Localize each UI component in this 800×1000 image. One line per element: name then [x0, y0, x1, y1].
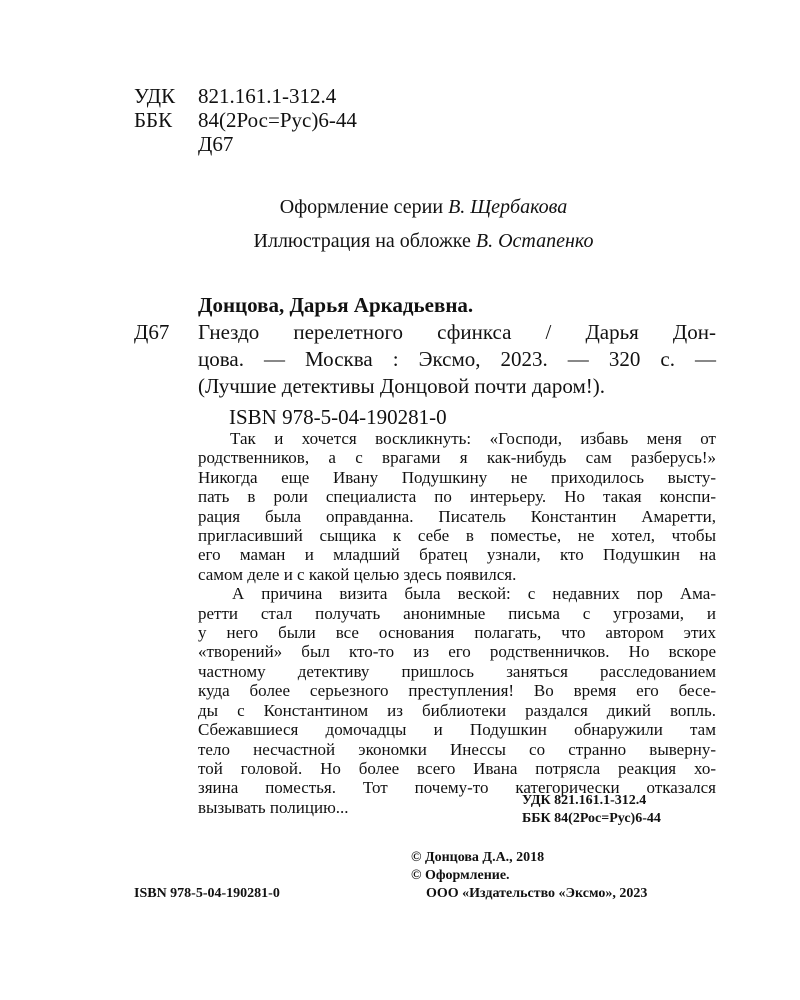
- annotation-line: Никогда еще Ивану Подушкину не приходилось высту-: [198, 467, 716, 487]
- bbk-label: ББК: [134, 108, 173, 132]
- cover-illustration-name: В. Остапенко: [475, 230, 594, 252]
- annotation-line: его маман и младший братец узнали, кто Подушкин на: [198, 545, 716, 565]
- bbk-value: 84(2Рос=Рус)6-44: [198, 108, 357, 132]
- author-mark-top: Д67: [198, 132, 234, 156]
- annotation-line: Сбежавшиеся домочадцы и Подушкин обнаружили там: [198, 720, 716, 740]
- annotation-line: Так и хочется воскликнуть: «Господи, избавь меня от: [230, 429, 716, 448]
- udk-value: 821.161.1-312.4: [198, 84, 337, 108]
- annotation-line: «творений» был кто-то из его родственничков. Но вскоре: [198, 642, 716, 662]
- isbn-line: ISBN 978-5-04-190281-0: [229, 405, 447, 429]
- description-line: цова. — Москва : Эксмо, 2023. — 320 с. —: [198, 347, 716, 371]
- annotation-line: тело несчастной экономки Инессы со странно выверну-: [198, 739, 716, 759]
- udk-label: УДК: [134, 84, 176, 108]
- annotation-line: вызывать полицию...: [198, 797, 349, 817]
- annotation-line: пать в роли специалиста по интерьеру. Но такая конспи-: [198, 487, 716, 507]
- annotation-line: самом деле и с какой целью здесь появился.: [198, 564, 517, 584]
- annotation-line: ды с Константином из библиотеки раздался дикий вопль.: [198, 700, 716, 720]
- series-design-credit: [0, 196, 800, 219]
- annotation-line: частному детективу пришлось заняться расследованием: [198, 661, 716, 681]
- bbk-line: [134, 107, 357, 133]
- cover-illustration-text: Иллюстрация на обложке: [253, 230, 471, 252]
- annotation-line: той головой. Но более всего Ивана потрясла реакция хо-: [198, 758, 716, 778]
- annotation-line: ретти стал получать анонимные письма с угрозами, и: [198, 603, 716, 623]
- annotation-bbk: ББК 84(2Рос=Рус)6-44: [522, 811, 661, 826]
- description-line: Гнездо перелетного сфинкса / Дарья Дон-: [198, 320, 716, 344]
- cover-illustration-credit: [0, 230, 800, 253]
- udk-line: [134, 83, 336, 109]
- annotation-line: родственников, а с врагами я как-нибудь сам разберусь!»: [198, 448, 716, 468]
- annotation-line: А причина визита была веской: с недавних пор Ама-: [232, 584, 716, 604]
- annotation-line: рация была оправданна. Писатель Константин Амаретти,: [198, 506, 716, 526]
- annotation-line: зяина поместья. Тот почему-то категорически отказался: [198, 778, 716, 798]
- annotation-line: у него были все основания полагать, что автором этих: [198, 623, 716, 643]
- annotation-line: куда более серьезного преступления! Во время его бесе-: [198, 681, 716, 701]
- annotation-line: пригласивший сыщика к себе в поместье, не хотел, чтобы: [198, 526, 716, 546]
- annotation: [198, 429, 716, 817]
- annotation-udk: УДК 821.161.1-312.4: [522, 793, 647, 808]
- description-line: (Лучшие детективы Донцовой почти даром!).: [198, 374, 605, 398]
- series-design-name: В. Щербакова: [448, 196, 568, 218]
- author-mark: Д67: [134, 320, 170, 344]
- publisher: ООО «Издательство «Эксмо», 2023: [426, 886, 648, 901]
- author-heading: Донцова, Дарья Аркадьевна.: [198, 293, 474, 317]
- copyright-design: © Оформление.: [411, 868, 510, 883]
- footer-isbn: ISBN 978-5-04-190281-0: [134, 886, 280, 901]
- copyright-author: © Донцова Д.А., 2018: [411, 850, 545, 865]
- series-design-text: Оформление серии: [279, 196, 444, 218]
